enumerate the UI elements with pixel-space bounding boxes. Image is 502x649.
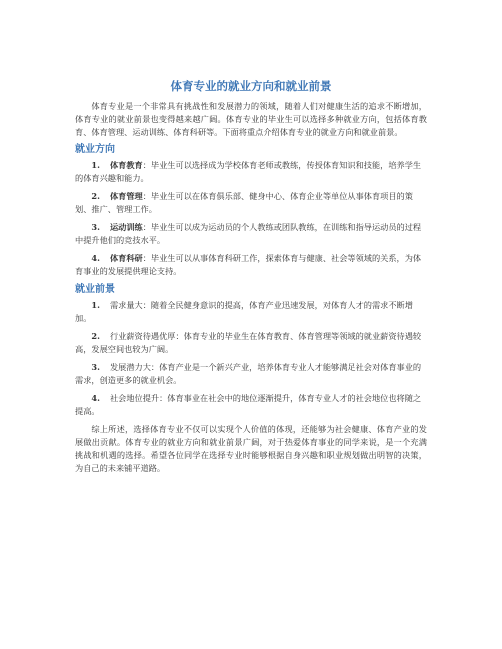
item-number: 3. xyxy=(91,222,100,232)
item-label: 运动训练 xyxy=(109,222,143,232)
item-number: 4. xyxy=(91,393,100,403)
item-text: ：毕业生可以成为运动员的个人教练或团队教练，在训练和指导运动员的过程中提升他们的竞技水平。 xyxy=(75,222,422,245)
item-text: 行业薪资待遇优厚：体育专业的毕业生在体育教育、体育管理等领域的就业薪资待遇较高，发展空间也较为广阔。 xyxy=(75,331,422,354)
page-title: 体育专业的就业方向和就业前景 xyxy=(170,79,332,93)
item-label: 体育管理 xyxy=(109,191,143,201)
list-item xyxy=(75,159,427,185)
item-text: ：毕业生可以在体育俱乐部、健身中心、体育企业等单位从事体育项目的策划、推广、管理工作。 xyxy=(75,191,413,214)
list-item xyxy=(75,299,427,325)
document-page xyxy=(75,78,427,478)
item-text: 发展潜力大：体育产业是一个新兴产业，培养体育专业人才能够满足社会对体育事业的需求，创造更多的就业机会。 xyxy=(75,362,422,385)
item-text: ：毕业生可以选择成为学校体育老师或教练，传授体育知识和技能，培养学生的体育兴趣和能力。 xyxy=(75,160,422,183)
list-item xyxy=(75,252,427,278)
item-number: 1. xyxy=(91,300,100,310)
list-item xyxy=(75,221,427,247)
item-label: 体育教育 xyxy=(109,160,143,170)
item-number: 2. xyxy=(91,331,100,341)
section-heading-career-prospects: 就业前景 xyxy=(75,284,115,295)
item-number: 3. xyxy=(91,362,100,372)
item-text: 社会地位提升：体育事业在社会中的地位逐渐提升，体育专业人才的社会地位也将随之提高。 xyxy=(75,393,422,416)
list-item xyxy=(75,190,427,216)
section-heading-career-directions: 就业方向 xyxy=(75,144,115,155)
list-item xyxy=(75,361,427,387)
item-text: ：毕业生可以从事体育科研工作，探索体育与健康、社会等领域的关系，为体育事业的发展提供理论支持。 xyxy=(75,253,422,276)
item-text: 需求量大：随着全民健身意识的提高，体育产业迅速发展，对体育人才的需求不断增加。 xyxy=(75,300,413,323)
item-number: 2. xyxy=(91,191,100,201)
intro-paragraph: 体育专业是一个非常具有挑战性和发展潜力的领域，随着人们对健康生活的追求不断增加，体育专业的就业前景也变得越来越广阔。体育专业的毕业生可以选择多种就业方向，包括体育教育、体育管理、运动训练、体育科研等。下面将重点介绍体育专业的就业方向和就业前景。 xyxy=(75,101,427,137)
list-item xyxy=(75,392,427,418)
conclusion-paragraph: 综上所述，选择体育专业不仅可以实现个人价值的体现，还能够为社会健康、体育产业的发展做出贡献。体育专业的就业方向和就业前景广阔，对于热爱体育事业的同学来说，是一个充满挑战和机遇的选择。希望各位同学在选择专业时能够根据自身兴趣和职业规划做出明智的决策，为自己的未来铺平道路。 xyxy=(75,424,427,473)
item-number: 1. xyxy=(91,160,100,170)
item-label: 体育科研 xyxy=(109,253,143,263)
list-item xyxy=(75,330,427,356)
item-number: 4. xyxy=(91,253,100,263)
